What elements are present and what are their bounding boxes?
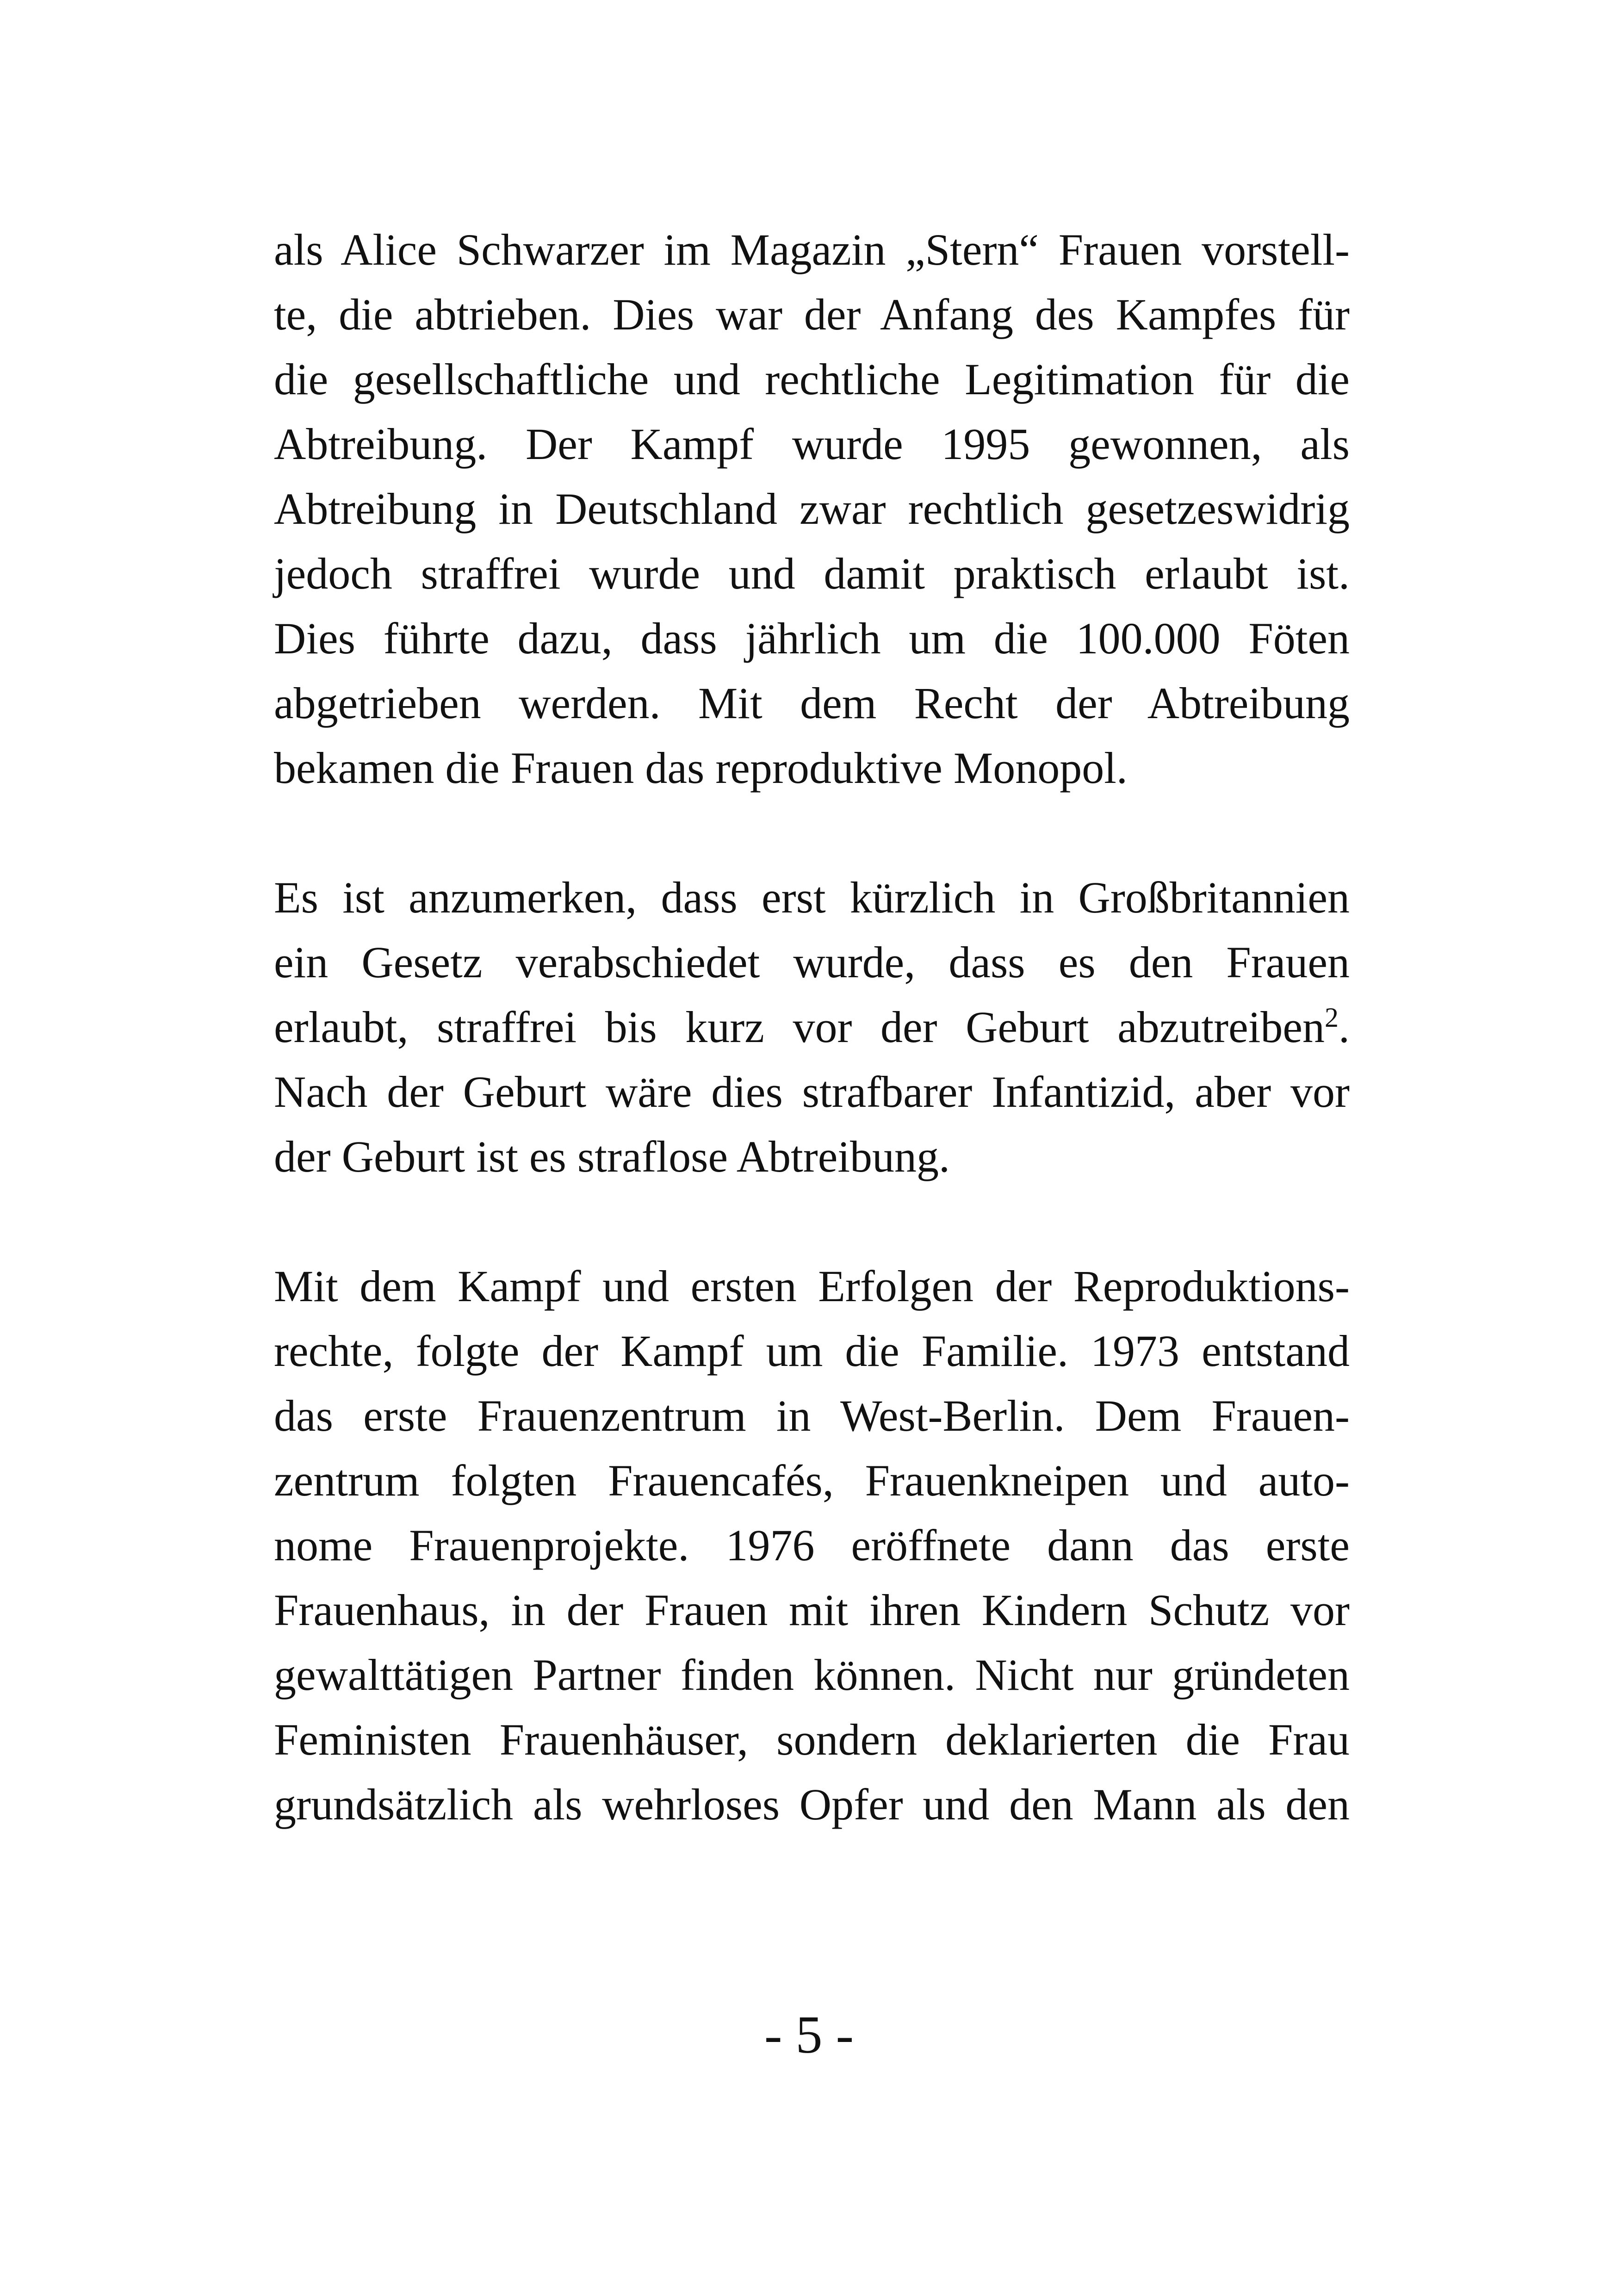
body-text <box>274 217 1350 1837</box>
text-line: Frauenhaus, in der Frauen mit ihren Kindern Schutz vor <box>274 1585 1350 1635</box>
text-line: grundsätzlich als wehrloses Opfer und den Mann als den <box>274 1780 1350 1829</box>
text-line: zentrum folgten Frauencafés, Frauenkneipen und auto- <box>274 1456 1350 1505</box>
text-line: Dies führte dazu, dass jährlich um die 100.000 Föten <box>274 614 1350 663</box>
text-line: Abtreibung in Deutschland zwar rechtlich gesetzeswidrig <box>274 484 1350 534</box>
text-line: Es ist anzumerken, dass erst kürzlich in Großbritannien <box>274 873 1350 922</box>
page-number: - 5 - <box>764 2005 854 2065</box>
text-line: Abtreibung. Der Kampf wurde 1995 gewonnen, als <box>274 419 1350 469</box>
text-line: te, die abtrieben. Dies war der Anfang des Kampfes für <box>274 290 1350 339</box>
text-line: gewalttätigen Partner finden können. Nicht nur gründeten <box>274 1650 1350 1700</box>
text-line: das erste Frauenzentrum in West-Berlin. Dem Frauen- <box>274 1391 1350 1440</box>
text-line: jedoch straffrei wurde und damit praktisch erlaubt ist. <box>274 549 1350 598</box>
text-line: Nach der Geburt wäre dies strafbarer Infantizid, aber vor <box>274 1067 1350 1117</box>
text-line: die gesellschaftliche und rechtliche Legitimation für die <box>274 354 1350 404</box>
footnote-reference: 2 <box>1325 1002 1339 1033</box>
paragraph-2 <box>274 865 1350 1189</box>
text-line: Feministen Frauenhäuser, sondern deklarierten die Frau <box>274 1715 1350 1764</box>
text-line-content: erlaubt, straffrei bis kurz vor der Geburt abzutreiben <box>274 1002 1325 1052</box>
text-line: Mit dem Kampf und ersten Erfolgen der Reproduktions- <box>274 1261 1350 1311</box>
text-line: der Geburt ist es straflose Abtreibung. <box>274 1132 950 1181</box>
text-line-with-footnote <box>274 995 1350 1060</box>
paragraph-1 <box>274 217 1350 800</box>
text-line: bekamen die Frauen das reproduktive Monopol. <box>274 743 1128 793</box>
footnote-trailing-punctuation: . <box>1339 1002 1350 1052</box>
text-line: abgetrieben werden. Mit dem Recht der Abtreibung <box>274 678 1350 728</box>
text-line: ein Gesetz verabschiedet wurde, dass es den Frauen <box>274 937 1350 987</box>
paragraph-3 <box>274 1254 1350 1837</box>
text-line: als Alice Schwarzer im Magazin „Stern“ Frauen vorstell- <box>274 225 1350 274</box>
text-line: rechte, folgte der Kampf um die Familie. 1973 entstand <box>274 1326 1350 1376</box>
text-line: nome Frauenprojekte. 1976 eröffnete dann das erste <box>274 1520 1350 1570</box>
